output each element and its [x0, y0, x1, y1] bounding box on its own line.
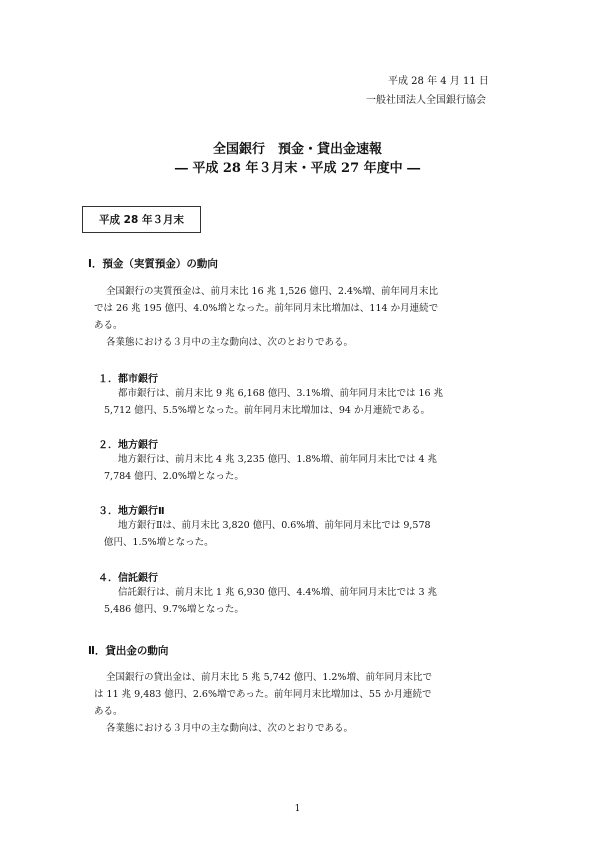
loans-heading: Ⅱ．貸出金の動向: [88, 645, 169, 657]
loans-line-1: 全国銀行の貸出金は、前月末比 5 兆 5,742 億円、1.2%増、前年同月末比で: [106, 672, 432, 683]
deposit-item-1-line-1: 都市銀行は、前月末比 9 兆 6,168 億円、3.1%増、前年同月末比では 16 兆: [118, 388, 444, 399]
deposits-line-4: 各業態における３月中の主な動向は、次のとおりである。: [106, 337, 354, 348]
loans-line-4: 各業態における３月中の主な動向は、次のとおりである。: [106, 723, 354, 734]
deposits-line-1: 全国銀行の実質預金は、前月末比 16 兆 1,526 億円、2.4%増、前年同月末比: [106, 286, 438, 297]
deposits-line-2: では 26 兆 195 億円、4.0%増となった。前年同月末比増加は、114 か月連続で: [94, 303, 439, 314]
report-date: 平成 28 年 4 月 11 日: [388, 76, 489, 87]
deposit-item-4-line-2: 5,486 億円、9.7%増となった。: [104, 604, 244, 615]
deposit-item-1-line-2: 5,712 億円、5.5%増となった。前年同月末比増加は、94 か月連続である。: [104, 405, 430, 416]
deposit-item-2-line-2: 7,784 億円、2.0%増となった。: [104, 471, 244, 482]
deposits-heading: Ⅰ．預金（実質預金）の動向: [88, 258, 218, 270]
deposit-item-2-heading: ２．地方銀行: [98, 440, 158, 451]
loans-line-2: は 11 兆 9,483 億円、2.6%増であった。前年同月末比増加は、55 か月連続で: [94, 689, 432, 700]
organization-name: 一般社団法人全国銀行協会: [366, 95, 486, 106]
deposit-item-3-heading: ３．地方銀行Ⅱ: [98, 506, 165, 517]
deposit-item-2-line-1: 地方銀行は、前月末比 4 兆 3,235 億円、1.8%増、前年同月末比では 4 兆: [118, 454, 438, 465]
deposit-item-4-line-1: 信託銀行は、前月末比 1 兆 6,930 億円、4.4%増、前年同月末比では 3 兆: [118, 587, 438, 598]
period-box: 平成 28 年３月末: [82, 206, 201, 233]
loans-line-3: ある。: [94, 706, 123, 717]
deposit-item-3-line-1: 地方銀行Ⅱは、前月末比 3,820 億円、0.6%増、前年同月末比では 9,578: [118, 520, 431, 531]
report-title: 全国銀行 預金・貸出金速報: [212, 142, 382, 157]
deposit-item-4-heading: ４．信託銀行: [98, 573, 158, 584]
page-number: 1: [294, 804, 301, 814]
report-subtitle: ― 平成 28 年３月末・平成 27 年度中 ―: [174, 161, 421, 176]
deposit-item-1-heading: １．都市銀行: [98, 374, 158, 385]
deposit-item-3-line-2: 億円、1.5%増となった。: [104, 537, 214, 548]
deposits-line-3: ある。: [94, 320, 123, 331]
